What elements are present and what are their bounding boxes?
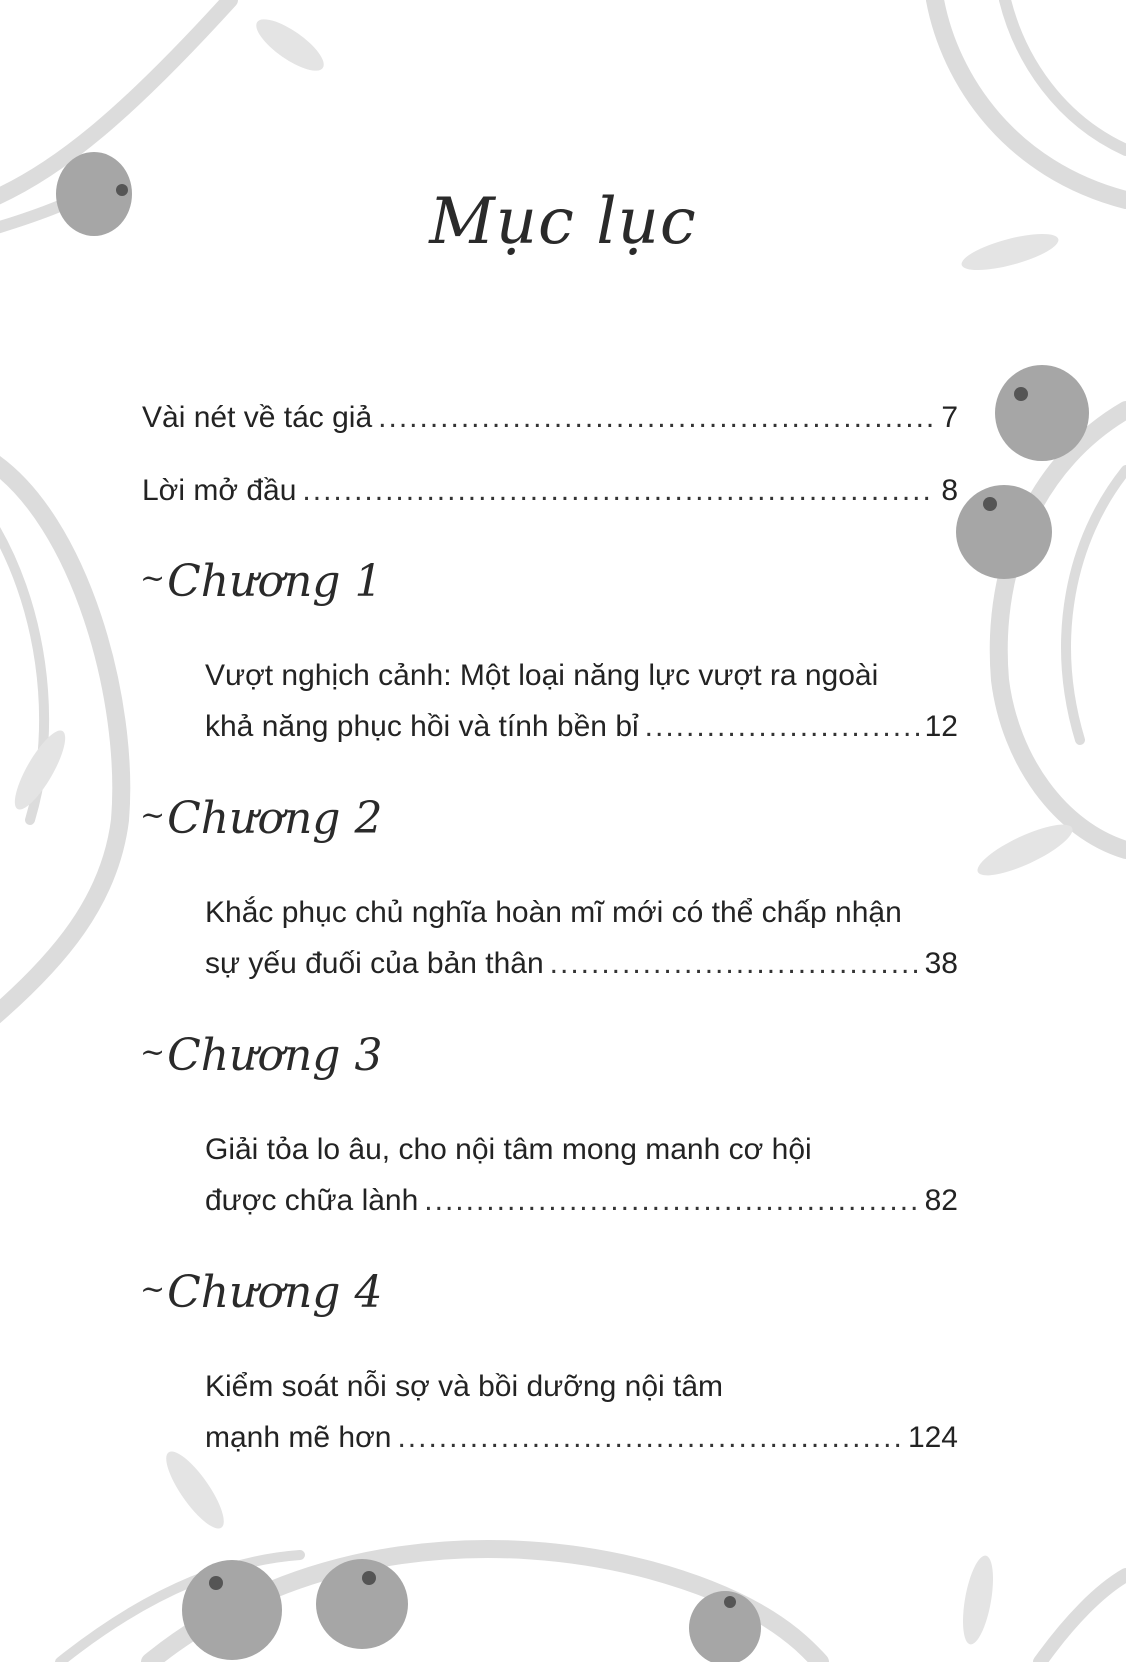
- chapter-heading-1: ~Chương 1: [140, 556, 383, 607]
- toc-entry-label: sự yếu đuối của bản thân: [205, 947, 544, 980]
- toc-entry-label: khả năng phục hồi và tính bền bỉ: [205, 710, 639, 743]
- swash-ornament: ~: [140, 561, 166, 596]
- chapter-heading-3: ~Chương 3: [140, 1030, 383, 1081]
- leader-dots: [645, 712, 919, 742]
- leader-dots: [550, 949, 919, 979]
- toc-entry-page: 82: [924, 1184, 958, 1217]
- toc-entry-label: mạnh mẽ hơn: [205, 1421, 392, 1454]
- page-title: Mục lục: [429, 185, 697, 259]
- toc-entry-page: 7: [941, 401, 958, 434]
- toc-entry-page: 12: [924, 710, 958, 743]
- toc-entry-chapter-3[interactable]: [205, 1186, 958, 1216]
- toc-entry-preface[interactable]: [142, 476, 958, 506]
- chapter-3-title-line1[interactable]: Giải tỏa lo âu, cho nội tâm mong manh cơ hội: [205, 1133, 812, 1166]
- toc-entry-label: Lời mở đầu: [142, 474, 297, 507]
- toc-entry-chapter-4[interactable]: [205, 1423, 958, 1453]
- leader-dots: [424, 1186, 918, 1216]
- toc-entry-page: 8: [941, 474, 958, 507]
- chapter-1-title-line1[interactable]: Vượt nghịch cảnh: Một loại năng lực vượt ra ngoài: [205, 659, 879, 692]
- chapter-heading-2: ~Chương 2: [140, 793, 383, 844]
- swash-ornament: ~: [140, 1035, 166, 1070]
- chapter-2-title-line1[interactable]: Khắc phục chủ nghĩa hoàn mĩ mới có thể chấp nhận: [205, 896, 902, 929]
- toc-entry-author[interactable]: [142, 403, 958, 433]
- toc-entry-chapter-2[interactable]: [205, 949, 958, 979]
- swash-ornament: ~: [140, 798, 166, 833]
- toc-entry-label: được chữa lành: [205, 1184, 419, 1217]
- swash-ornament: ~: [140, 1272, 166, 1307]
- toc-entry-page: 38: [924, 947, 958, 980]
- leader-dots: [302, 476, 935, 506]
- leader-dots: [397, 1423, 902, 1453]
- toc-entry-page: 124: [907, 1421, 958, 1454]
- chapter-4-title-line1[interactable]: Kiểm soát nỗi sợ và bồi dưỡng nội tâm: [205, 1370, 724, 1403]
- chapter-heading-4: ~Chương 4: [140, 1267, 383, 1318]
- toc-entry-chapter-1[interactable]: [205, 712, 958, 742]
- leader-dots: [378, 403, 935, 433]
- toc-entry-label: Vài nét về tác giả: [142, 401, 373, 434]
